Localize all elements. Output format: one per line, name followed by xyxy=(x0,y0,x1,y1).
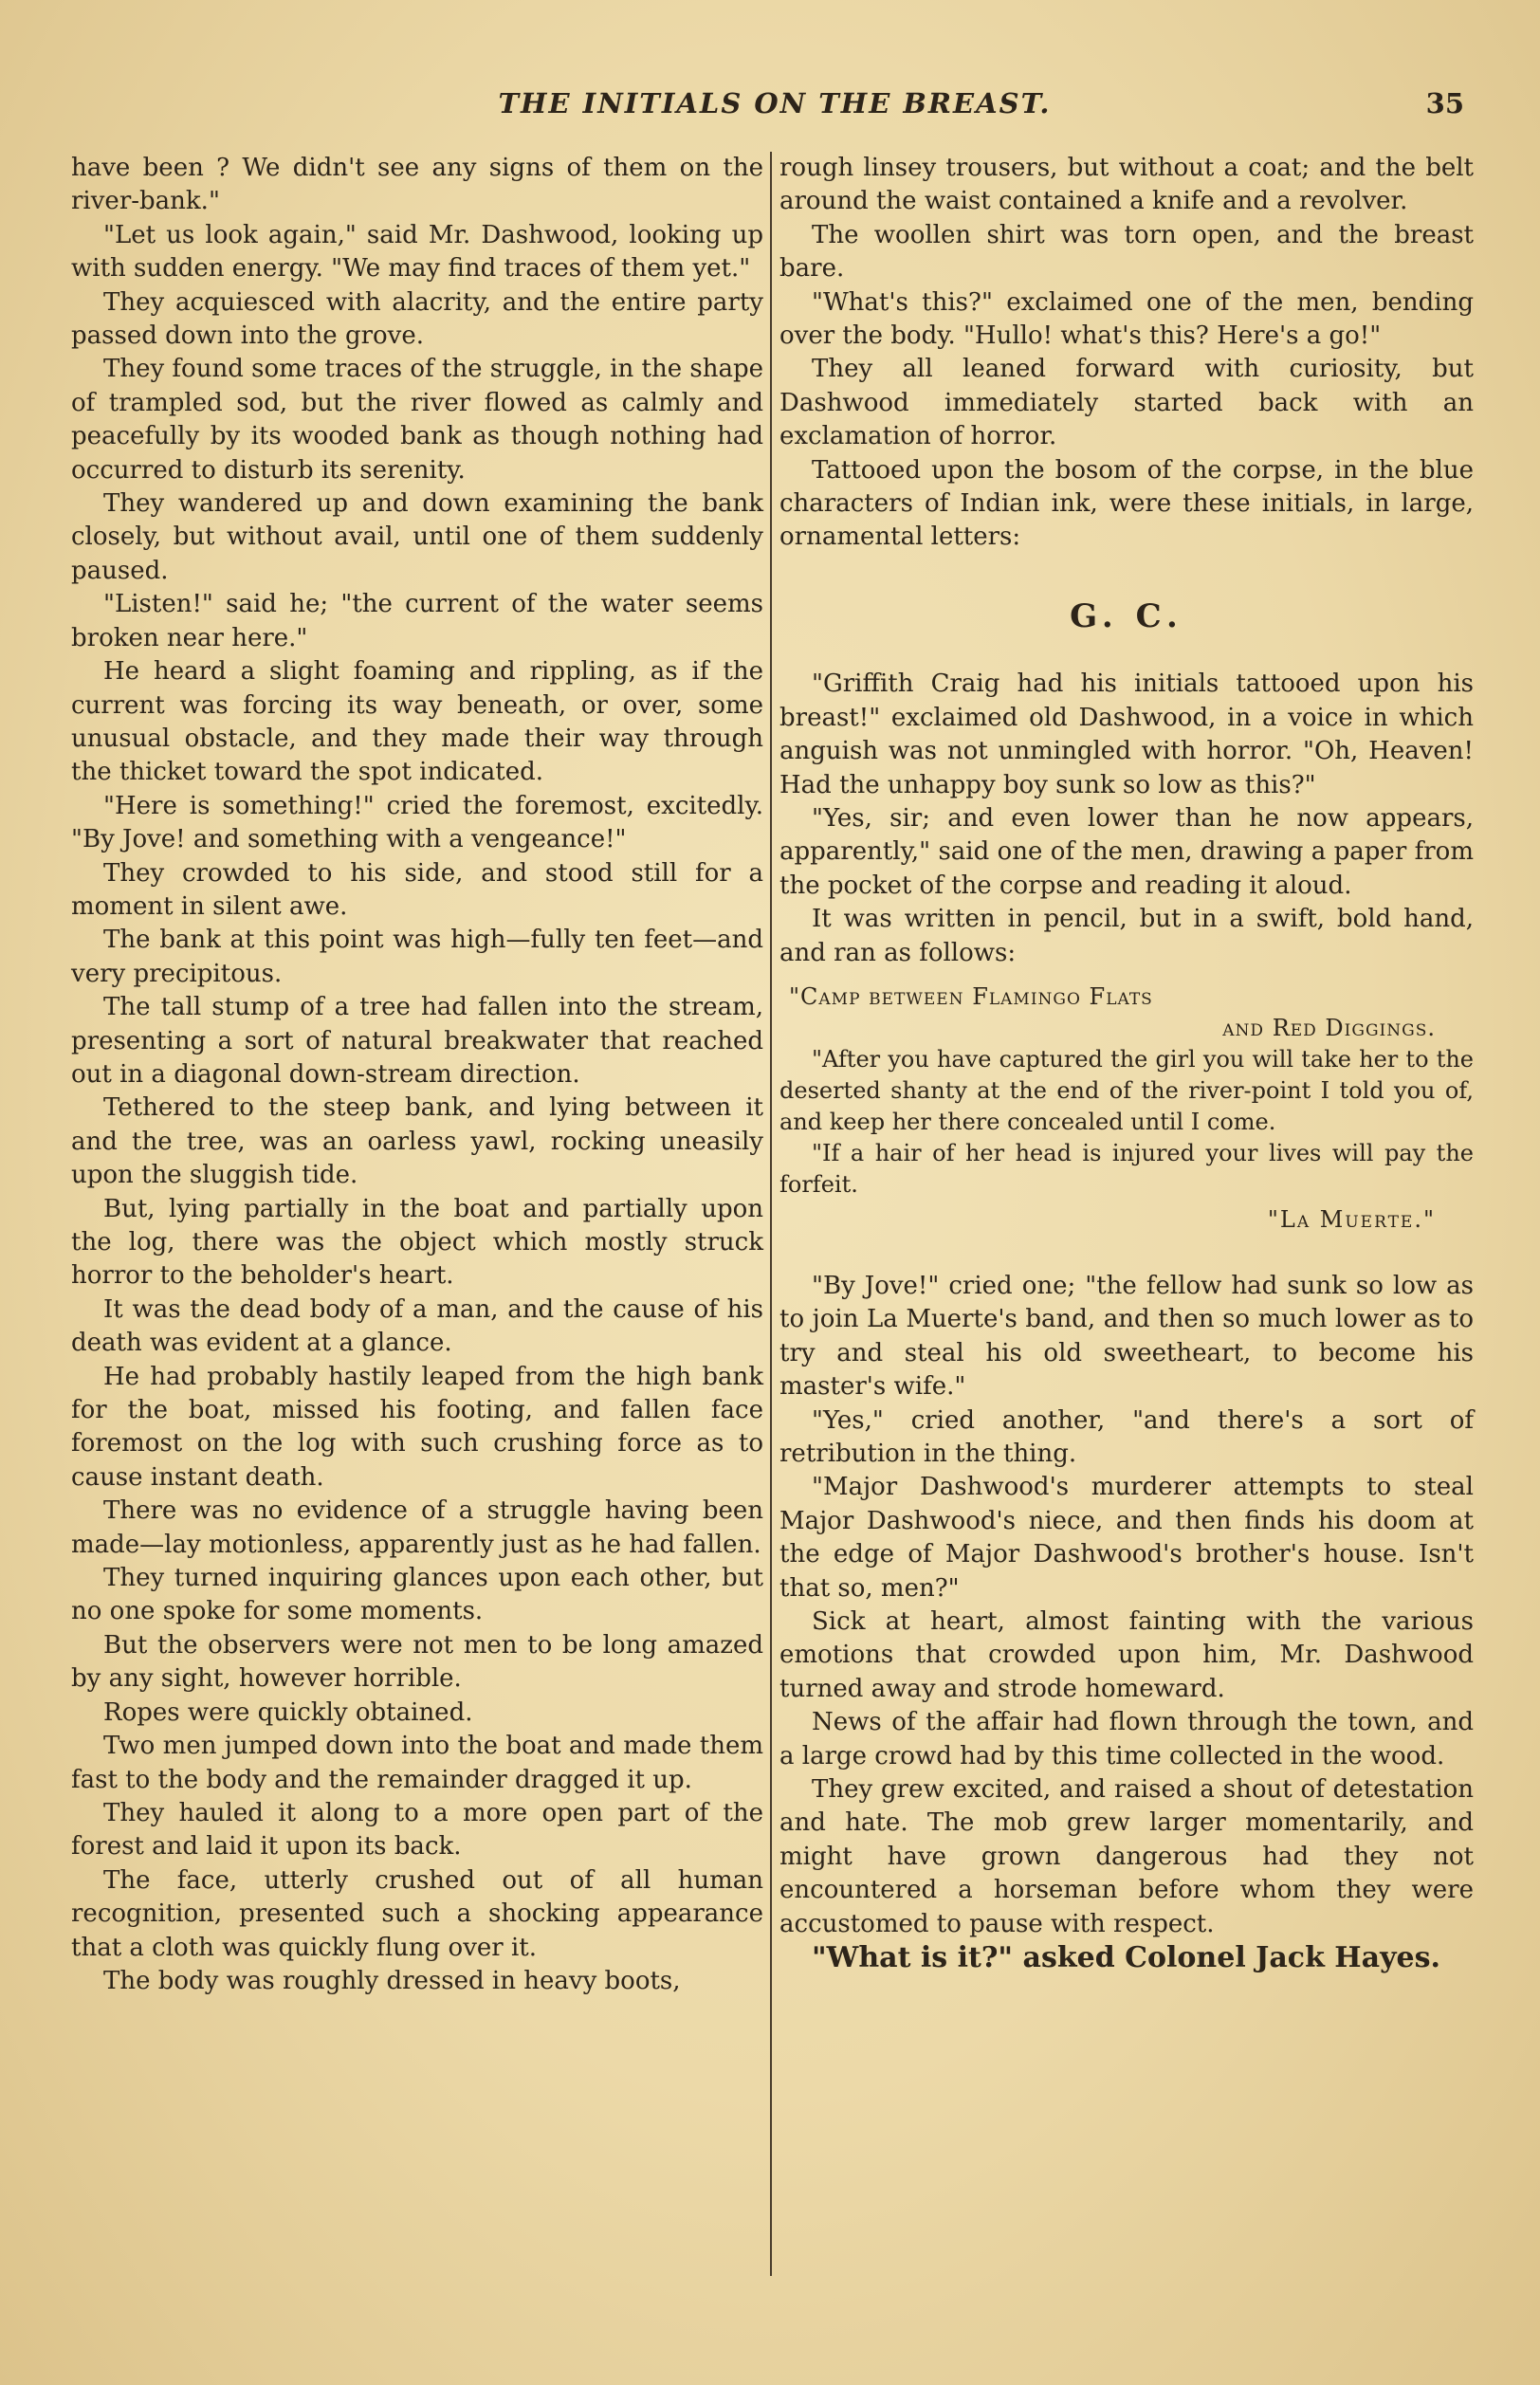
paragraph: There was no evidence of a struggle having been made—lay motionless, apparently just as he had fallen. xyxy=(71,1496,763,1559)
paragraph: They found some traces of the struggle, in the shape of trampled sod, but the river flowed as calmly and peacefully by its wooded bank as though nothing had occurred to disturb its serenity. xyxy=(71,355,763,485)
letter-paragraph: "If a hair of her head is injured your lives will pay the forfeit. xyxy=(779,1139,1474,1198)
paragraph: They crowded to his side, and stood still for a moment in silent awe. xyxy=(71,858,763,921)
page-number: 35 xyxy=(1425,87,1464,119)
paragraph: The bank at this point was high—fully ten feet—and very precipitous. xyxy=(71,926,763,988)
paragraph: They wandered up and down examining the bank closely, but without avail, until one of them suddenly paused. xyxy=(71,489,763,585)
paragraph: "Let us look again," said Mr. Dashwood, looking up with sudden energy. "We may find traces of them yet." xyxy=(71,220,763,284)
paragraph: Sick at heart, almost fainting with the various emotions that crowded upon him, Mr. Dashwood turned away and strode homeward. xyxy=(779,1607,1474,1703)
running-header xyxy=(76,87,1474,125)
tattoo-initials: G. C. xyxy=(1070,596,1183,635)
paragraph: He had probably hastily leaped from the high bank for the boat, missed his footing, and fallen face foremost on the log with such crushing force as to cause instant death. xyxy=(71,1362,763,1492)
paragraph: The face, utterly crushed out of all human recognition, presented such a shocking appearance that a cloth was quickly flung over it. xyxy=(71,1865,763,1962)
paragraph: The tall stump of a tree had fallen into the stream, presenting a sort of natural breakwater that reached out in a diagonal down-stream direction. xyxy=(71,993,763,1089)
paragraph: Ropes were quickly obtained. xyxy=(103,1697,473,1727)
column-divider xyxy=(770,152,772,2276)
paragraph: News of the affair had flown through the town, and a large crowd had by this time collected in the wood. xyxy=(779,1708,1474,1770)
quoted-letter xyxy=(779,982,1474,1236)
paragraph: "What's this?" exclaimed one of the men, bending over the body. "Hullo! what's this? Here's a go!" xyxy=(779,287,1474,351)
paragraph: rough linsey trousers, but without a coat; and the belt around the waist contained a knife and a revolver. xyxy=(779,154,1474,216)
letter-heading-line2: and Red Diggings. xyxy=(1222,1014,1436,1041)
chapter-title: THE INITIALS ON THE BREAST. xyxy=(498,87,1052,119)
paragraph: He heard a slight foaming and rippling, as if the current was forcing its way beneath, or over, some unusual obstacle, and they made their way through the thicket toward the spot indicated. xyxy=(71,657,763,787)
paragraph: "Listen!" said he; "the current of the water seems broken near here." xyxy=(71,590,763,652)
paragraph: The body was roughly dressed in heavy boots, xyxy=(103,1966,681,1995)
paragraph: "Yes, sir; and even lower than he now appears, apparently," said one of the men, drawing a paper from the pocket of the corpse and reading it aloud. xyxy=(779,803,1474,900)
paragraph: have been ? We didn't see any signs of them on the river-bank." xyxy=(71,154,763,216)
letter-signature: "La Muerte." xyxy=(1267,1205,1436,1233)
paragraph: "Griffith Craig had his initials tattooed upon his breast!" exclaimed old Dashwood, in a voice in which anguish was not unmingled with horror. "Oh, Heaven! Had the unhappy boy sunk so low as this?" xyxy=(779,670,1474,799)
paragraph: They hauled it along to a more open part of the forest and laid it upon its back. xyxy=(71,1798,763,1862)
paragraph: "By Jove!" cried one; "the fellow had sunk so low as to join La Muerte's band, and then so much lower as to try and steal his old sweetheart, to become his master's wife." xyxy=(779,1271,1474,1402)
letter-heading-line1: "Camp between Flamingo Flats xyxy=(789,982,1153,1010)
paragraph: They acquiesced with alacrity, and the entire party passed down into the grove. xyxy=(71,287,763,351)
final-line: "What is it?" asked Colonel Jack Hayes. xyxy=(812,1941,1440,1975)
paragraph: They grew excited, and raised a shout of detestation and hate. The mob grew larger momentarily, and might have grown dangerous had they not encountered a horseman before whom they were accustomed to pause with respect. xyxy=(779,1775,1474,1938)
paragraph: It was written in pencil, but in a swift, bold hand, and ran as follows: xyxy=(779,905,1474,967)
left-column xyxy=(71,152,763,1998)
paragraph: The woollen shirt was torn open, and the breast bare. xyxy=(779,220,1474,284)
paragraph: "Major Dashwood's murderer attempts to steal Major Dashwood's niece, and then finds his doom at the edge of Major Dashwood's brother's house. Isn't that so, men?" xyxy=(779,1473,1474,1603)
paragraph: Tethered to the steep bank, and lying between it and the tree, was an oarless yawl, rocking uneasily upon the sluggish tide. xyxy=(71,1093,763,1190)
paragraph: But, lying partially in the boat and partially upon the log, there was the object which mostly struck horror to the beholder's heart. xyxy=(71,1194,763,1291)
paragraph: It was the dead body of a man, and the cause of his death was evident at a glance. xyxy=(71,1294,763,1358)
paragraph: Tattooed upon the bosom of the corpse, in the blue characters of Indian ink, were these initials, in large, ornamental letters: xyxy=(779,455,1474,552)
letter-paragraph: "After you have captured the girl you will take her to the deserted shanty at the end of the river-point I told you of, and keep her there concealed until I come. xyxy=(779,1045,1474,1135)
paragraph: They all leaned forward with curiosity, but Dashwood immediately started back with an exclamation of horror. xyxy=(779,355,1474,451)
paragraph: Two men jumped down into the boat and made them fast to the body and the remainder dragged it up. xyxy=(71,1732,763,1794)
paragraph: "Here is something!" cried the foremost, excitedly. "By Jove! and something with a vengeance!" xyxy=(71,791,763,854)
paragraph: But the observers were not men to be long amazed by any sight, however horrible. xyxy=(71,1630,763,1694)
paragraph: They turned inquiring glances upon each other, but no one spoke for some moments. xyxy=(71,1564,763,1626)
paragraph: "Yes," cried another, "and there's a sort of retribution in the thing. xyxy=(779,1405,1474,1468)
right-column xyxy=(779,152,1474,1974)
